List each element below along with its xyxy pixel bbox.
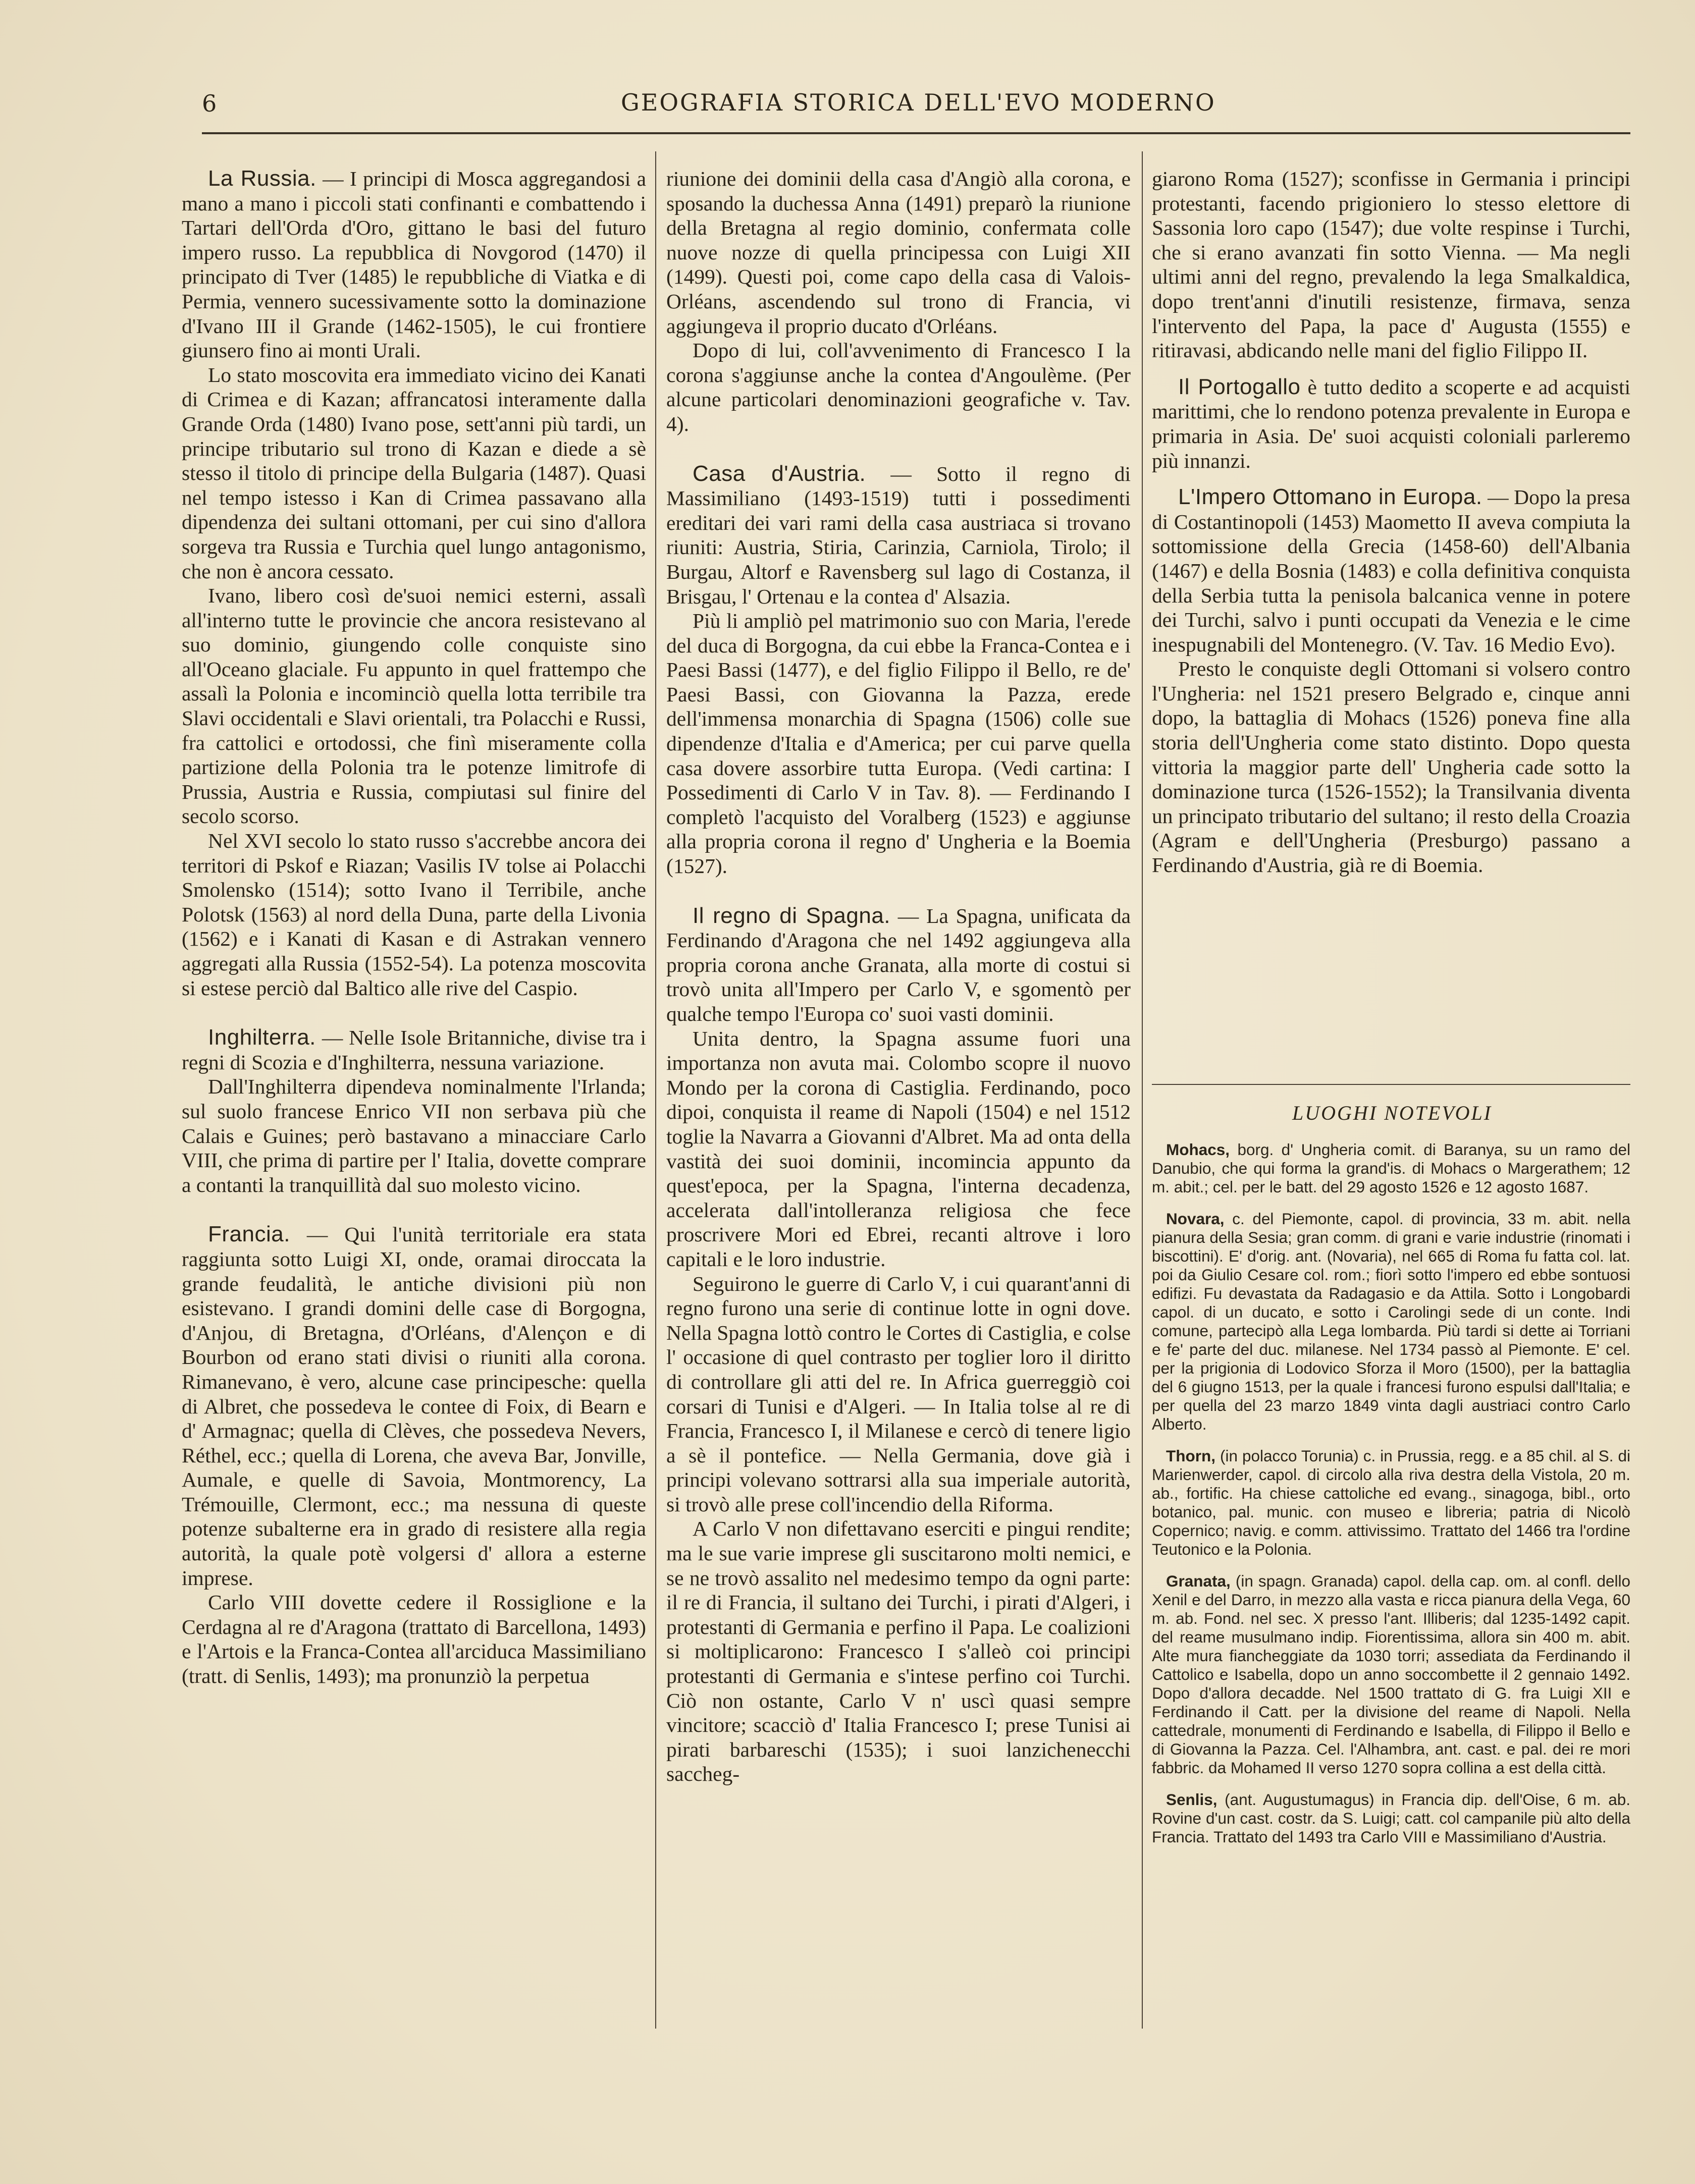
entry-text: (ant. Augustumagus) in Francia dip. dell'Oise, 6 m. ab. Rovine d'un cast. costr. da S. Luigi; catt. col campanile più alto della Francia. Trattato del 1493 tra Carlo VIII e Massimiliano d'Austria.	[1152, 1790, 1630, 1846]
gazetteer-entry	[1152, 1447, 1630, 1559]
paragraph: Presto le conquiste degli Ottomani si volsero contro l'Ungheria: nel 1521 presero Belgrado e, cinque anni dopo, la battaglia di Mohacs (1526) poneva fine alla storia dell'Ungheria come stato distinto. Dopo questa vittoria la maggior parte dell' Ungheria cade sotto la dominazione turca (1526-1552); la Transilvania diventa un principato tributario del sultano; il resto della Croazia (Agram e dell'Ungheria (Presburgo) passano a Ferdinando d'Austria, già re di Boemia.	[1152, 657, 1630, 877]
paragraph: — Qui l'unità territoriale era stata raggiunta sotto Luigi XI, onde, oramai diroccata la grande feudalità, le antiche divisioni più non esistevano. I grandi domini delle case di Borgogna, d'Anjou, di Bretagna, d'Orléans, d'Alençon e di Bourbon od erano stati divisi o riuniti alla corona. Rimanevano, è vero, alcune case principesche: quella di Albret, che possedeva le contee di Foix, di Bearn e d' Armagnac; quella di Clèves, che possedeva Nevers, Réthel, ecc.; quella di Lorena, che aveva Bar, Jonville, Aumale, e quelle di Savoia, Montmorency, La Trémouille, Clermont, ecc.; ma nessuna di queste potenze subalterne era in grado di resistere alla regia autorità, la quale potè volgersi d' allora a esterne imprese.	[182, 1223, 646, 1590]
heading-russia: La Russia.	[208, 166, 316, 191]
entry-name: Mohacs,	[1166, 1140, 1230, 1159]
gazetteer-entry	[1152, 1140, 1630, 1196]
running-title: GEOGRAFIA STORICA DELL'EVO MODERNO	[621, 89, 1216, 116]
section-spagna	[666, 904, 1131, 1026]
paragraph: A Carlo V non difettavano eserciti e pingui rendite; ma le sue varie imprese gli suscitarono molti nemici, e se ne trovò assalito nel medesimo tempo da ogni parte: il re di Francia, il sultano dei Turchi, i pirati d'Algeri, i protestanti di Germania e perfino il Papa. Le coalizioni si moltiplicarono: Francesco I s'alleò coi principi protestanti di Germania e s'intese perfino coi Turchi. Ciò non ostante, Carlo V n' uscì quasi sempre vincitore; scacciò d' Italia Francesco I; prese Tunisi ai pirati barbareschi (1535); i suoi lanzichenecchi saccheg-	[666, 1517, 1131, 1786]
column-2	[666, 167, 1131, 1786]
column-divider-1	[655, 151, 656, 2029]
section-francia	[182, 1222, 646, 1590]
heading-casa-austria: Casa d'Austria.	[693, 461, 866, 486]
entry-name: Senlis,	[1166, 1790, 1217, 1809]
gazetteer-entry	[1152, 1210, 1630, 1434]
paragraph: Carlo VIII dovette cedere il Rossiglione e la Cerdagna al re d'Aragona (trattato di Barcellona, 1493) e l'Artois e la Franca-Contea all'arciduca Massimiliano (tratt. di Senlis, 1493); ma pronunziò la perpetua	[182, 1591, 646, 1688]
section-casa-austria	[666, 462, 1131, 609]
heading-spagna: Il regno di Spagna.	[693, 903, 891, 928]
heading-impero-ottomano: L'Impero Ottomano in Europa.	[1178, 484, 1482, 510]
heading-portogallo: Il Portogallo	[1178, 374, 1301, 399]
luoghi-notevoli-title: LUOGHI NOTEVOLI	[1292, 1102, 1493, 1124]
section-portogallo	[1152, 375, 1630, 473]
entry-name: Thorn,	[1166, 1447, 1215, 1465]
entry-name: Novara,	[1166, 1210, 1225, 1228]
entry-text: (in spagn. Granada) capol. della cap. om. al confl. dello Xenil e del Darro, in mezzo alla vasta e ricca pianura della Vega, 60 m. ab. Fond. nel sec. X presso l'ant. Illiberis; dal 1235-1492 capit. del reame musulmano indip. Fiorentissima, allora sin 400 m. abit. Alte mura fiancheggiate da 1030 torri; assediata da Ferdinando il Cattolico e Isabella, dopo un anno soccombette il 2 gennaio 1492. Dopo d'allora decadde. Nel 1500 trattato di G. fra Luigi XII e Ferdinando il Catt. per la divisione del reame di Napoli. Nella cattedrale, monumenti di Ferdinando e Isabella, di Filippo il Bello e di Giovanna la Pazza. Cel. l'Alhambra, ant. cast. e pal. dei re mori fabbric. da Mohamed II verso 1270 sopra collina a est della città.	[1152, 1572, 1630, 1777]
page-number: 6	[202, 90, 218, 117]
section-inghilterra	[182, 1025, 646, 1074]
header-rule	[202, 132, 1630, 134]
paragraph: Dall'Inghilterra dipendeva nominalmente l'Irlanda; sul suolo francese Enrico VII non serbava più che Calais e Guines; però bastavano a minacciare Carlo VIII, che prima di partire per l' Italia, dovette comprare a contanti la tranquillità dal suo molesto vicino.	[182, 1075, 646, 1196]
heading-francia: Francia.	[208, 1222, 290, 1247]
paragraph: è tutto dedito a scoperte e ad acquisti marittimi, che lo rendono potenza prevalente in Europa e primaria in Asia. De' suoi acquisti coloniali parleremo più innanzi.	[1152, 375, 1631, 472]
entry-text: c. del Piemonte, capol. di provincia, 33 m. abit. nella pianura della Sesia; gran comm. di grani e varie industrie (rinomati i biscottini). E' d'orig. ant. (Novaria), nel 665 di Roma fu fatta col. lat. poi da Giulio Cesare col. rom.; fiorì sotto l'impero ed ebbe sontuosi edifizi. Fu devastata da Radagasio e da Attila. Sotto i Longobardi capol. di un ducato, e sotto i Carolingi sede di un conte. Indi comune, partecipò alla Lega lombarda. Più tardi si dette ai Torriani e fe' parte del duc. milanese. Nel 1734 passò al Piemonte. E' cel. per la prigionia di Lodovico Sforza il Moro (1500), per la battaglia del 6 giugno 1513, per la quale i francesi furono espulsi dall'Italia; e per quella del 23 marzo 1849 vinta dagli austriaci contro Carlo Alberto.	[1152, 1210, 1630, 1433]
entry-name: Granata,	[1166, 1572, 1231, 1590]
paragraph: — La Spagna, unificata da Ferdinando d'Aragona che nel 1492 aggiungeva alla propria corona anche Granata, alla morte di costui si trovò unita all'Impero per Carlo V, e sgomentò per qualche tempo l'Europa co' suoi vasti dominii.	[666, 904, 1131, 1025]
paragraph: Nel XVI secolo lo stato russo s'accrebbe ancora dei territori di Pskof e Riazan; Vasilis IV tolse ai Polacchi Smolensko (1514); sotto Ivano il Terribile, anche Polotsk (1563) al nord della Duna, parte della Livonia (1562) e i Kanati di Kasan e di Astrakan vennero aggregati alla Russia (1552-54). La potenza moscovita si estese perciò dal Baltico alle rive del Caspio.	[182, 829, 646, 1000]
paragraph: giarono Roma (1527); sconfisse in Germania i principi protestanti, facendo prigioniero lo stesso elettore di Sassonia loro capo (1547); due volte respinse i Turchi, che si erano avanzati fin sotto Vienna. — Ma negli ultimi anni del regno, prevalendo la lega Smalkaldica, dopo trent'anni d'inutili resistenze, firmava, senza l'intervento del Papa, la pace d' Augusta (1555) e ritiravasi, abdicando nelle mani del figlio Filippo II.	[1152, 167, 1630, 362]
paragraph: — Sotto il regno di Massimiliano (1493-1519) tutti i possedimenti ereditari dei vari rami della casa austriaca si trovano riuniti: Austria, Stiria, Carinzia, Carniola, Tirolo; il Burgau, Altorf e Ravensberg sul lago di Costanza, il Brisgau, l' Ortenau e la contea d' Alsazia.	[666, 462, 1131, 608]
column-1	[182, 167, 646, 1688]
column-3	[1152, 167, 1630, 878]
paragraph: — Dopo la presa di Costantinopoli (1453) Maometto II aveva compiuta la sottomissione della Grecia (1458-60) dell'Albania (1467) e della Bosnia (1483) e colla definitiva conquista della Serbia tutta la penisola balcanica venne in potere dei Turchi, salvo i punti occupati da Venezia e le cime inespugnabili del Montenegro. (V. Tav. 16 Medio Evo).	[1152, 485, 1630, 656]
luoghi-notevoli-list	[1152, 1140, 1630, 1860]
paragraph: Seguirono le guerre di Carlo V, i cui quarant'anni di regno furono una serie di continue lotte in ogni dove. Nella Spagna lottò contro le Cortes di Castiglia, e colse l' occasione di quel contrasto per toglier loro il diritto di controllare gli atti del re. In Africa guerreggiò coi corsari di Tunisi e d'Algeri. — In Italia tolse al re di Francia, Francesco I, il Milanese e cercò di tenere ligio a sè il pontefice. — Nella Germania, dove già i principi volevano sottrarsi alla sua imperiale autorità, si trovò alle prese coll'incendio della Riforma.	[666, 1272, 1131, 1516]
paragraph: Più li ampliò pel matrimonio suo con Maria, l'erede del duca di Borgogna, da cui ebbe la Franca-Contea e i Paesi Bassi (1477), e del figlio Filippo il Bello, re de' Paesi Bassi, con Giovanna la Pazza, erede dell'immensa monarchia di Spagna (1506) colle sue dipendenze d'Italia e d'America; per cui parve quella casa dovere assorbire tutta Europa. (Vedi cartina: I Possedimenti di Carlo V in Tav. 8). — Ferdinando I completò l'acquisto del Voralberg (1523) e aggiunse alla propria corona il regno d' Ungheria e la Boemia (1527).	[666, 609, 1131, 878]
section-impero-ottomano	[1152, 485, 1630, 657]
paragraph: Unita dentro, la Spagna assume fuori una importanza non avuta mai. Colombo scopre il nuovo Mondo per la corona di Castiglia. Ferdinando, poco dipoi, conquista il reame di Napoli (1504) e nel 1512 toglie la Navarra a Giovanni d'Albret. Ma ad onta della vastità dei suoi dominii, incomincia appunto da quest'epoca, per la Spagna, l'interna decadenza, accelerata dall'intolleranza religiosa che fece proscrivere Mori ed Ebrei, recanti altrove i loro capitali e le loro industrie.	[666, 1026, 1131, 1271]
paragraph: — I principi di Mosca aggregandosi a mano a mano i piccoli stati confinanti e combattendo i Tartari dell'Orda d'Oro, gittano le basi del futuro impero russo. La repubblica di Novgorod (1470) il principato di Tver (1485) le repubbliche di Viatka e di Permia, vennero sucessivamente sotto la dominazione d'Ivano III il Grande (1462-1505), le cui frontiere giunsero fino ai monti Urali.	[182, 167, 646, 362]
section-russia	[182, 167, 646, 363]
gazetteer-entry	[1152, 1790, 1630, 1846]
entry-text: (in polacco Torunia) c. in Prussia, regg. e a 85 chil. al S. di Marienwerder, capol. di circolo alla riva destra della Vistola, 20 m. ab., fortific. Ha chiese cattoliche ed evang., sinagoga, bibl., orto botanico, pal. munic. con museo e libreria; patria di Nicolò Copernico; navig. e comm. attivissimo. Trattato del 1466 tra l'ordine Teutonico e la Polonia.	[1152, 1447, 1630, 1558]
paragraph: — Nelle Isole Britanniche, divise tra i regni di Scozia e d'Inghilterra, nessuna variazione.	[182, 1026, 646, 1074]
paragraph: Dopo di lui, coll'avvenimento di Francesco I la corona s'aggiunse anche la contea d'Angoulème. (Per alcune particolari denominazioni geografiche v. Tav. 4).	[666, 339, 1131, 435]
column-divider-2	[1142, 151, 1143, 2029]
paragraph: Ivano, libero così de'suoi nemici esterni, assalì all'interno tutte le provincie che ancora resistevano al suo dominio, giungendo colle conquiste sino all'Oceano glaciale. Fu appunto in quel frattempo che assalì la Polonia e incominciò quella lotta terribile tra Slavi occidentali e Slavi orientali, tra Polacchi e Russi, fra cattolici e ortodossi, che finì miseramente colla partizione della Polonia tra le potenze limitrofe di Prussia, Austria e Russia, compiutasi sul finire del secolo scorso.	[182, 584, 646, 828]
heading-inghilterra: Inghilterra.	[208, 1025, 316, 1050]
paragraph: Lo stato moscovita era immediato vicino dei Kanati di Crimea e di Kazan; affrancatosi interamente dalla Grande Orda (1480) Ivano pose, sett'anni più tardi, un principe tributario sul trono di Kazan e diede a sè stesso il titolo di principe della Bulgaria (1487). Quasi nel tempo istesso i Kan di Crimea passavano alla dipendenza dei sultani ottomani, per cui sino d'allora sorgeva tra Russia e Turchia quel lungo antagonismo, che non è ancora cessato.	[182, 363, 646, 583]
entry-text: borg. d' Ungheria comit. di Baranya, su un ramo del Danubio, che qui forma la grand'is. di Mohacs o Margerathem; 12 m. abit.; cel. per le batt. del 29 agosto 1526 e 12 agosto 1687.	[1152, 1140, 1630, 1196]
paragraph: riunione dei dominii della casa d'Angiò alla corona, e sposando la duchessa Anna (1491) preparò la riunione della Bretagna al regio dominio, confermata colle nuove nozze di quella principessa con Luigi XII (1499). Questi poi, come capo della casa di Valois-Orléans, ascendendo sul trono di Francia, vi aggiungeva il proprio ducato d'Orléans.	[666, 167, 1131, 338]
luoghi-rule	[1152, 1084, 1630, 1085]
gazetteer-entry	[1152, 1572, 1630, 1777]
